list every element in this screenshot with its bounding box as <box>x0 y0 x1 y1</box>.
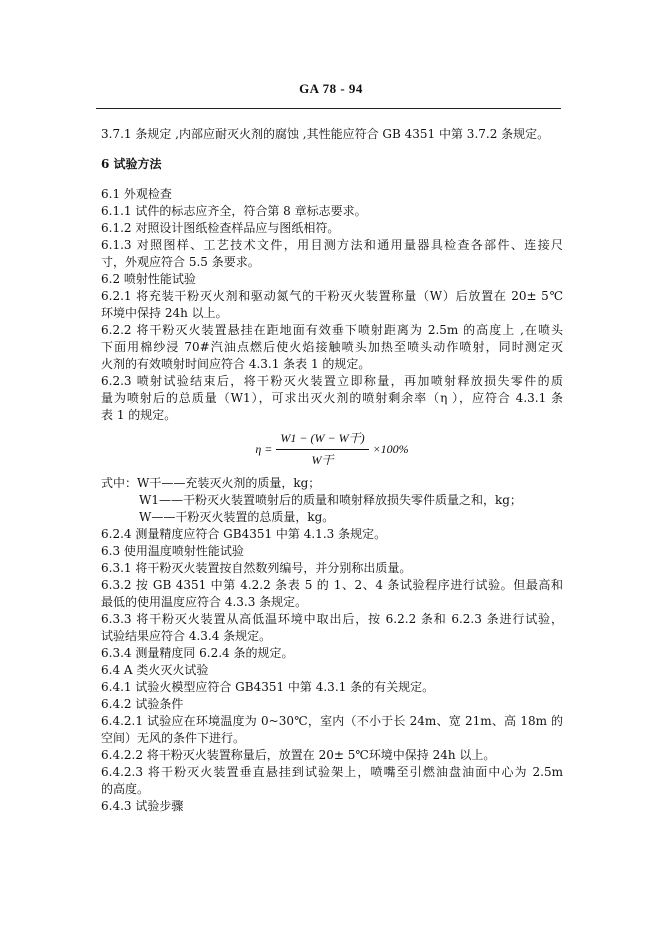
body-line: 6.1 外观检查 <box>101 187 172 201</box>
residual-rate-formula <box>101 430 563 469</box>
body-line: 寸，外观应符合 5.5 条要求。 <box>101 255 260 269</box>
where-item: W干——充装灭火剂的质量，kg； <box>137 476 321 490</box>
body-line: 6.4 A 类火灭火试验 <box>101 663 209 677</box>
body-line: 6.3.3 将干粉灭火装置从高低温环境中取出后，按 6.2.2 条和 6.2.3 条进行试验， <box>101 612 563 626</box>
body-line: 6.1.3 对照图样、工艺技术文件，用目测方法和通用量器具检查各部件、连接尺 <box>101 238 563 252</box>
body-line: 6.2.3 喷射试验结束后，将干粉灭火装置立即称量，再加喷射释放损失零件的质 <box>101 374 563 388</box>
document-body <box>101 126 563 815</box>
body-line: 6.2.4 测量精度应符合 GB4351 中第 4.1.3 条规定。 <box>101 527 387 541</box>
where-block <box>101 475 563 492</box>
body-line: 6.3 使用温度喷射性能试验 <box>101 544 244 558</box>
body-line: 6.2.1 将充装干粉灭火剂和驱动氮气的干粉灭火装置称量（W）后放置在 20± 5℃ <box>101 289 563 303</box>
body-line: 6.3.4 测量精度同 6.2.4 条的规定。 <box>101 646 294 660</box>
body-line: 6.4.2 试验条件 <box>101 697 184 711</box>
body-line: 3.7.1 条规定 ,内部应耐灭火剂的腐蚀 ,其性能应符合 GB 4351 中第 3.7.2 条规定。 <box>101 127 550 141</box>
where-intro: 式中： <box>101 476 138 490</box>
header-rule <box>96 108 561 109</box>
body-line: 6.1.2 对照设计图纸检查样品应与图纸相符。 <box>101 221 340 235</box>
body-line: 6.4.2.2 将干粉灭火装置称量后，放置在 20± 5℃环境中保持 24h 以上。 <box>101 748 496 762</box>
body-line: 6.3.1 将干粉灭火装置按自然数列编号，并分别称出质量。 <box>101 561 412 575</box>
body-line: 量为喷射后的总质量（W1），可求出灭火剂的喷射剩余率（η ），应符合 4.3.1 条 <box>101 391 563 405</box>
body-line: 6.2.2 将干粉灭火装置悬挂在距地面有效垂下喷射距离为 2.5m 的高度上 ,在喷头 <box>101 323 563 337</box>
formula-rhs: ×100% <box>372 442 409 456</box>
body-line: 6.3.2 按 GB 4351 中第 4.2.2 条表 5 的 1、2、4 条试验程序进行试验。但最高和 <box>101 578 563 592</box>
body-line: 6.1.1 试件的标志应齐全，符合第 8 章标志要求。 <box>101 204 367 218</box>
formula-lhs: η = <box>255 442 273 456</box>
body-line: 环境中保持 24h 以上。 <box>101 306 228 320</box>
formula-numerator: W1 − (W − W干) <box>276 430 368 450</box>
body-line: 6.4.2.3 将干粉灭火装置垂直悬挂到试验架上，喷嘴至引燃油盘油面中心为 2.5m <box>101 765 563 779</box>
where-item: W——干粉灭火装置的总质量，kg。 <box>139 510 335 524</box>
page-header-code: GA 78 - 94 <box>299 81 363 96</box>
body-line: 的高度。 <box>101 782 150 796</box>
body-line: 试验结果应符合 4.3.4 条规定。 <box>101 629 272 643</box>
formula-fraction <box>276 430 368 469</box>
section-heading: 6 试验方法 <box>101 157 162 171</box>
body-line: 表 1 的规定。 <box>101 408 177 422</box>
body-line: 下面用棉纱浸 70#汽油点燃后使火焰接触喷头加热至喷头动作喷射，同时测定灭 <box>101 340 563 354</box>
formula-denominator: W干 <box>311 453 334 467</box>
body-line: 6.4.1 试验火模型应符合 GB4351 中第 4.3.1 条的有关规定。 <box>101 680 435 694</box>
body-line: 空间）无风的条件下进行。 <box>101 731 246 745</box>
body-line: 6.4.2.1 试验应在环境温度为 0~30℃，室内（不小于长 24m、宽 21m、高 18m 的 <box>101 714 563 728</box>
body-line: 最低的使用温度应符合 4.3.3 条规定。 <box>101 595 308 609</box>
where-item: W1——干粉灭火装置喷射后的质量和喷射释放损失零件质量之和，kg； <box>139 493 522 507</box>
body-line: 火剂的有效喷射时间应符合 4.3.1 条表 1 的规定。 <box>101 357 371 371</box>
body-line: 6.4.3 试验步骤 <box>101 799 184 813</box>
body-line: 6.2 喷射性能试验 <box>101 272 196 286</box>
